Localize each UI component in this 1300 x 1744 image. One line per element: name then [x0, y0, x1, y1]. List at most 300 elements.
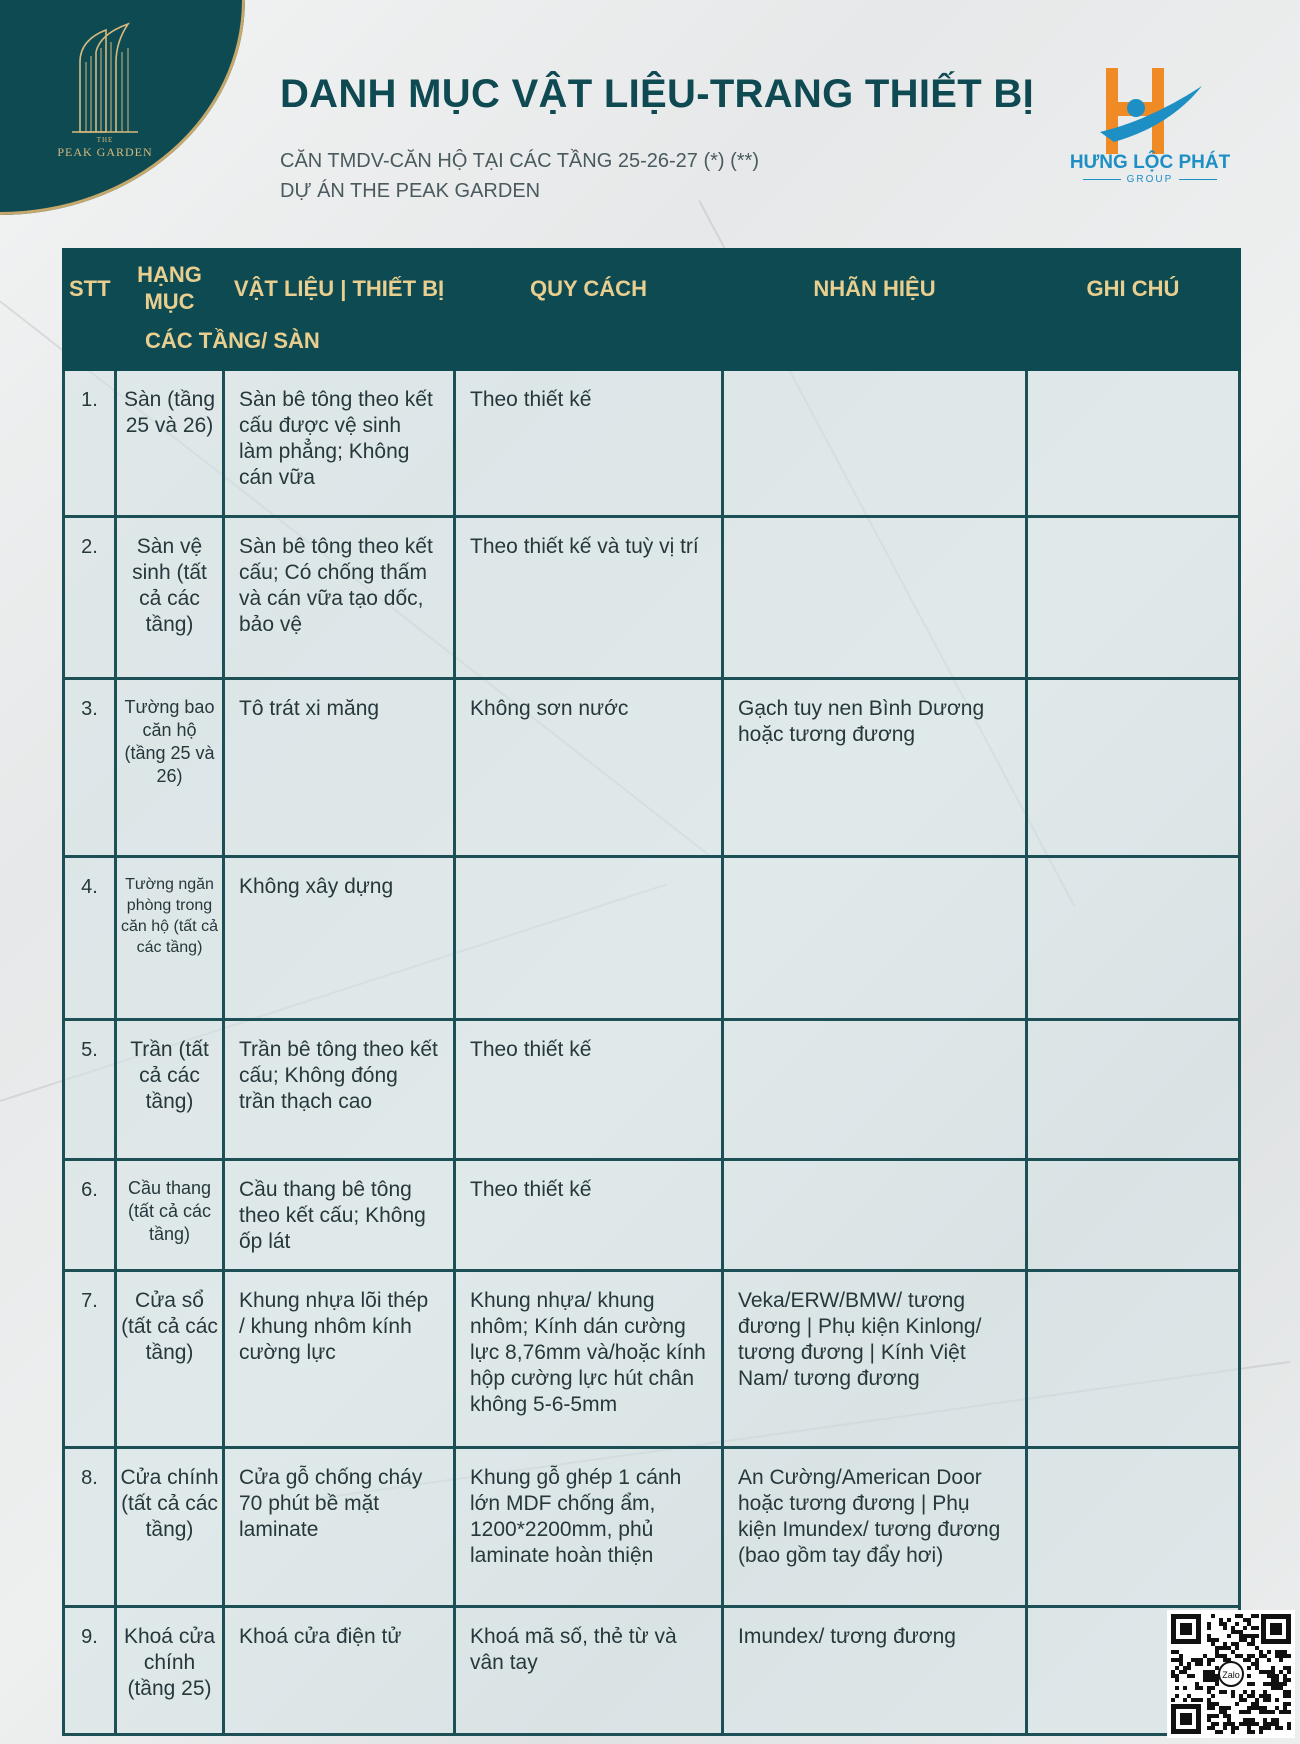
- qr-module: [1223, 1658, 1227, 1662]
- qr-module: [1227, 1634, 1231, 1638]
- qr-module: [1275, 1650, 1279, 1654]
- qr-module: [1263, 1706, 1267, 1710]
- qr-module: [1175, 1686, 1179, 1690]
- table-row: [64, 1448, 1240, 1607]
- qr-module: [1223, 1690, 1227, 1694]
- qr-module: [1283, 1654, 1287, 1658]
- cell-spec: Theo thiết kế: [455, 1020, 723, 1160]
- qr-module: [1263, 1722, 1267, 1726]
- qr-module: [1259, 1650, 1263, 1654]
- qr-module: [1207, 1726, 1211, 1730]
- qr-module: [1255, 1662, 1259, 1666]
- qr-module: [1223, 1726, 1227, 1730]
- qr-module: [1195, 1686, 1199, 1690]
- qr-module: [1267, 1682, 1271, 1686]
- cell-category: Sàn (tầng 25 và 26): [116, 370, 224, 517]
- qr-module: [1275, 1706, 1279, 1710]
- qr-module: [1211, 1658, 1215, 1662]
- cell-spec: Không sơn nước: [455, 679, 723, 857]
- qr-module: [1223, 1626, 1227, 1630]
- qr-module: [1279, 1650, 1283, 1654]
- qr-module: [1171, 1670, 1175, 1674]
- table-header-row: [64, 250, 1240, 327]
- cell-category: Khoá cửa chính (tầng 25): [116, 1607, 224, 1735]
- cell-brand: [723, 857, 1027, 1020]
- qr-module: [1231, 1626, 1235, 1630]
- cell-material: Khoá cửa điện tử: [224, 1607, 455, 1735]
- qr-module: [1231, 1630, 1235, 1634]
- qr-module: [1271, 1682, 1275, 1686]
- qr-module: [1183, 1686, 1187, 1690]
- qr-module: [1235, 1630, 1239, 1634]
- cell-spec: Theo thiết kế: [455, 370, 723, 517]
- cell-stt: 4.: [64, 857, 116, 1020]
- qr-module: [1191, 1658, 1195, 1662]
- qr-module: [1263, 1710, 1267, 1714]
- qr-module: [1223, 1722, 1227, 1726]
- cell-material: Cầu thang bê tông theo kết cấu; Không ốp lát: [224, 1160, 455, 1271]
- cell-spec: Khoá mã số, thẻ từ và vân tay: [455, 1607, 723, 1735]
- qr-module: [1243, 1618, 1247, 1622]
- qr-module: [1259, 1694, 1263, 1698]
- table-row: [64, 1271, 1240, 1448]
- qr-module: [1211, 1674, 1215, 1678]
- zalo-badge-text: Zalo: [1222, 1670, 1240, 1680]
- qr-module: [1283, 1706, 1287, 1710]
- qr-module: [1287, 1670, 1291, 1674]
- qr-module: [1223, 1706, 1227, 1710]
- qr-module: [1215, 1714, 1219, 1718]
- qr-module: [1227, 1718, 1231, 1722]
- qr-module: [1243, 1690, 1247, 1694]
- qr-module: [1247, 1718, 1251, 1722]
- cell-stt: 8.: [64, 1448, 116, 1607]
- qr-module: [1263, 1718, 1267, 1722]
- cell-stt: 2.: [64, 517, 116, 679]
- table-row: [64, 1020, 1240, 1160]
- qr-module: [1243, 1718, 1247, 1722]
- qr-module: [1175, 1658, 1179, 1662]
- qr-module: [1243, 1634, 1247, 1638]
- logo-name-text: PEAK GARDEN: [57, 145, 153, 159]
- qr-module: [1251, 1662, 1255, 1666]
- qr-module: [1251, 1718, 1255, 1722]
- qr-module: [1267, 1710, 1271, 1714]
- qr-module: [1231, 1722, 1235, 1726]
- cell-note: [1027, 857, 1240, 1020]
- cell-note: [1027, 1160, 1240, 1271]
- cell-note: [1027, 679, 1240, 857]
- qr-module: [1215, 1666, 1219, 1670]
- qr-module: [1207, 1622, 1211, 1626]
- qr-module: [1251, 1694, 1255, 1698]
- qr-module: [1287, 1690, 1291, 1694]
- cell-category: Sàn vệ sinh (tất cả các tầng): [116, 517, 224, 679]
- qr-module: [1247, 1694, 1251, 1698]
- qr-module: [1255, 1646, 1259, 1650]
- cell-stt: 6.: [64, 1160, 116, 1271]
- cell-category: Cửa sổ (tất cả các tầng): [116, 1271, 224, 1448]
- qr-module: [1223, 1646, 1227, 1650]
- qr-module: [1187, 1674, 1191, 1678]
- qr-module: [1279, 1710, 1283, 1714]
- qr-module: [1207, 1714, 1211, 1718]
- qr-module: [1263, 1682, 1267, 1686]
- qr-module: [1239, 1614, 1243, 1618]
- qr-module: [1243, 1722, 1247, 1726]
- qr-module: [1279, 1686, 1283, 1690]
- qr-module: [1275, 1678, 1279, 1682]
- qr-module: [1211, 1614, 1215, 1618]
- qr-module: [1255, 1626, 1259, 1630]
- qr-module: [1247, 1666, 1251, 1670]
- qr-module: [1215, 1682, 1219, 1686]
- table-row: [64, 1160, 1240, 1271]
- qr-module: [1283, 1666, 1287, 1670]
- peak-garden-wordmark: [55, 136, 155, 160]
- qr-module: [1251, 1642, 1255, 1646]
- qr-module: [1203, 1670, 1207, 1674]
- qr-module: [1251, 1638, 1255, 1642]
- cell-stt: 5.: [64, 1020, 116, 1160]
- column-header-brand: NHÃN HIỆU: [723, 250, 1027, 327]
- qr-module: [1203, 1678, 1207, 1682]
- qr-module: [1227, 1618, 1231, 1622]
- qr-module: [1263, 1694, 1267, 1698]
- qr-module: [1179, 1658, 1183, 1662]
- peak-garden-logo-icon: [66, 22, 146, 134]
- qr-module: [1263, 1670, 1267, 1674]
- qr-module: [1267, 1670, 1271, 1674]
- qr-module: [1223, 1710, 1227, 1714]
- zalo-qr-code[interactable]: [1167, 1610, 1295, 1738]
- qr-module: [1183, 1670, 1187, 1674]
- cell-spec: [455, 857, 723, 1020]
- qr-module: [1287, 1710, 1291, 1714]
- qr-module: [1247, 1730, 1251, 1734]
- qr-module: [1275, 1722, 1279, 1726]
- qr-module: [1175, 1694, 1179, 1698]
- qr-module: [1215, 1654, 1219, 1658]
- qr-module: [1271, 1670, 1275, 1674]
- qr-module: [1259, 1670, 1263, 1674]
- qr-module: [1275, 1718, 1279, 1722]
- cell-category: Cầu thang (tất cả các tầng): [116, 1160, 224, 1271]
- qr-module: [1223, 1622, 1227, 1626]
- cell-brand: Imundex/ tương đương: [723, 1607, 1027, 1735]
- cell-material: Cửa gỗ chống cháy 70 phút bề mặt laminate: [224, 1448, 455, 1607]
- qr-module: [1243, 1698, 1247, 1702]
- cell-brand: Gạch tuy nen Bình Dương hoặc tương đương: [723, 679, 1027, 857]
- table-row: [64, 679, 1240, 857]
- qr-module: [1207, 1626, 1211, 1630]
- qr-module: [1243, 1638, 1247, 1642]
- section-row: [64, 327, 1240, 370]
- company-group: GROUP: [1068, 174, 1232, 185]
- qr-module: [1207, 1662, 1211, 1666]
- qr-module: [1287, 1694, 1291, 1698]
- qr-module: [1267, 1726, 1271, 1730]
- qr-module: [1179, 1654, 1183, 1658]
- qr-module: [1279, 1654, 1283, 1658]
- qr-module: [1211, 1702, 1215, 1706]
- qr-module: [1195, 1658, 1199, 1662]
- cell-material: Trần bê tông theo kết cấu; Không đóng trần thạch cao: [224, 1020, 455, 1160]
- company-name: HƯNG LỘC PHÁT: [1069, 152, 1231, 173]
- qr-module: [1235, 1646, 1239, 1650]
- qr-module: [1267, 1650, 1271, 1654]
- qr-module: [1215, 1730, 1219, 1734]
- column-header-note: GHI CHÚ: [1027, 250, 1240, 327]
- qr-module: [1227, 1646, 1231, 1650]
- qr-module: [1211, 1694, 1215, 1698]
- qr-module: [1271, 1666, 1275, 1670]
- qr-module: [1255, 1722, 1259, 1726]
- qr-module: [1243, 1658, 1247, 1662]
- qr-module: [1251, 1730, 1255, 1734]
- qr-module: [1255, 1614, 1259, 1618]
- qr-module: [1211, 1678, 1215, 1682]
- cell-brand: Veka/ERW/BMW/ tương đương | Phụ kiện Kinlong/ tương đương | Kính Việt Nam/ tương đương: [723, 1271, 1027, 1448]
- qr-module: [1267, 1658, 1271, 1662]
- qr-module: [1203, 1654, 1207, 1658]
- qr-module: [1259, 1654, 1263, 1658]
- qr-code-icon: [1167, 1610, 1295, 1738]
- qr-module: [1207, 1634, 1211, 1638]
- qr-module: [1207, 1674, 1211, 1678]
- qr-module: [1231, 1726, 1235, 1730]
- qr-module: [1231, 1650, 1235, 1654]
- cell-spec: Khung nhựa/ khung nhôm; Kính dán cường lực 8,76mm và/hoặc kính hộp cường lực hút chân không 5-6-5mm: [455, 1271, 723, 1448]
- cell-brand: [723, 1160, 1027, 1271]
- qr-module: [1275, 1698, 1279, 1702]
- cell-material: Sàn bê tông theo kết cấu; Có chống thấm và cán vữa tạo dốc, bảo vệ: [224, 517, 455, 679]
- cell-category: Cửa chính (tất cả các tầng): [116, 1448, 224, 1607]
- qr-module: [1219, 1730, 1223, 1734]
- qr-module: [1271, 1722, 1275, 1726]
- qr-module: [1171, 1674, 1175, 1678]
- qr-module: [1247, 1642, 1251, 1646]
- qr-module: [1283, 1650, 1287, 1654]
- qr-module: [1271, 1710, 1275, 1714]
- qr-module: [1231, 1690, 1235, 1694]
- section-label: CÁC TẦNG/ SÀN: [64, 327, 1240, 370]
- qr-module: [1211, 1670, 1215, 1674]
- hung-loc-phat-logo-icon: [1090, 62, 1210, 160]
- qr-module: [1219, 1646, 1223, 1650]
- qr-module: [1247, 1726, 1251, 1730]
- qr-module: [1207, 1702, 1211, 1706]
- qr-module: [1283, 1710, 1287, 1714]
- qr-module: [1243, 1626, 1247, 1630]
- qr-module: [1279, 1726, 1283, 1730]
- qr-module: [1263, 1690, 1267, 1694]
- qr-module: [1283, 1690, 1287, 1694]
- qr-module: [1259, 1726, 1263, 1730]
- qr-module: [1183, 1666, 1187, 1670]
- qr-module: [1239, 1634, 1243, 1638]
- qr-module: [1179, 1670, 1183, 1674]
- qr-module: [1255, 1706, 1259, 1710]
- qr-module: [1207, 1698, 1211, 1702]
- qr-module: [1235, 1614, 1239, 1618]
- qr-module: [1171, 1650, 1175, 1654]
- qr-module: [1247, 1618, 1251, 1622]
- cell-note: [1027, 517, 1240, 679]
- qr-module: [1227, 1706, 1231, 1710]
- qr-module: [1215, 1678, 1219, 1682]
- cell-note: [1027, 1448, 1240, 1607]
- qr-module: [1203, 1674, 1207, 1678]
- cell-brand: [723, 370, 1027, 517]
- qr-module: [1215, 1646, 1219, 1650]
- qr-module: [1195, 1662, 1199, 1666]
- qr-module: [1287, 1666, 1291, 1670]
- cell-spec: Theo thiết kế và tuỳ vị trí: [455, 517, 723, 679]
- qr-module: [1187, 1694, 1191, 1698]
- qr-module: [1171, 1698, 1175, 1702]
- cell-material: Không xây dựng: [224, 857, 455, 1020]
- cell-brand: [723, 517, 1027, 679]
- qr-module: [1211, 1638, 1215, 1642]
- qr-module: [1215, 1638, 1219, 1642]
- qr-module: [1235, 1702, 1239, 1706]
- qr-module: [1267, 1694, 1271, 1698]
- qr-module: [1263, 1726, 1267, 1730]
- cell-stt: 1.: [64, 370, 116, 517]
- qr-module: [1287, 1702, 1291, 1706]
- cell-material: Tô trát xi măng: [224, 679, 455, 857]
- table-row: [64, 857, 1240, 1020]
- qr-module: [1187, 1662, 1191, 1666]
- qr-module: [1271, 1686, 1275, 1690]
- qr-module: [1275, 1654, 1279, 1658]
- column-header-category: HẠNG MỤC: [116, 250, 224, 327]
- qr-module: [1211, 1726, 1215, 1730]
- qr-module: [1199, 1662, 1203, 1666]
- qr-module: [1251, 1722, 1255, 1726]
- qr-module: [1247, 1658, 1251, 1662]
- cell-note: [1027, 370, 1240, 517]
- qr-module: [1227, 1722, 1231, 1726]
- qr-module: [1195, 1698, 1199, 1702]
- qr-module: [1223, 1642, 1227, 1646]
- qr-module: [1255, 1634, 1259, 1638]
- qr-module: [1191, 1698, 1195, 1702]
- qr-module: [1223, 1654, 1227, 1658]
- qr-module: [1235, 1622, 1239, 1626]
- qr-module: [1251, 1690, 1255, 1694]
- table-row: [64, 517, 1240, 679]
- qr-module: [1271, 1678, 1275, 1682]
- qr-module: [1219, 1654, 1223, 1658]
- qr-module: [1219, 1622, 1223, 1626]
- cell-stt: 3.: [64, 679, 116, 857]
- qr-module: [1235, 1726, 1239, 1730]
- cell-category: Tường ngăn phòng trong căn hộ (tất cả các tầng): [116, 857, 224, 1020]
- cell-stt: 9.: [64, 1607, 116, 1735]
- qr-module: [1275, 1674, 1279, 1678]
- table-row: [64, 1607, 1240, 1735]
- qr-module: [1247, 1654, 1251, 1658]
- qr-module: [1239, 1710, 1243, 1714]
- qr-module: [1219, 1706, 1223, 1710]
- qr-module: [1251, 1682, 1255, 1686]
- qr-module: [1271, 1674, 1275, 1678]
- qr-module: [1211, 1714, 1215, 1718]
- cell-note: [1027, 1020, 1240, 1160]
- cell-stt: 7.: [64, 1271, 116, 1448]
- qr-module: [1191, 1674, 1195, 1678]
- qr-module: [1219, 1618, 1223, 1622]
- qr-module: [1211, 1706, 1215, 1710]
- cell-material: Khung nhựa lõi thép / khung nhôm kính cường lực: [224, 1271, 455, 1448]
- qr-module: [1259, 1706, 1263, 1710]
- qr-module: [1179, 1662, 1183, 1666]
- qr-module: [1235, 1654, 1239, 1658]
- qr-module: [1247, 1722, 1251, 1726]
- qr-module: [1255, 1702, 1259, 1706]
- qr-module: [1207, 1670, 1211, 1674]
- qr-module: [1287, 1726, 1291, 1730]
- qr-module: [1231, 1730, 1235, 1734]
- column-header-stt: STT: [64, 250, 116, 327]
- qr-module: [1239, 1722, 1243, 1726]
- qr-module: [1267, 1674, 1271, 1678]
- qr-module: [1287, 1654, 1291, 1658]
- qr-module: [1211, 1686, 1215, 1690]
- qr-module: [1215, 1650, 1219, 1654]
- cell-material: Sàn bê tông theo kết cấu được vệ sinh làm phẳng; Không cán vữa: [224, 370, 455, 517]
- qr-module: [1175, 1678, 1179, 1682]
- qr-module: [1239, 1630, 1243, 1634]
- qr-module: [1275, 1686, 1279, 1690]
- table-row: [64, 370, 1240, 517]
- qr-module: [1199, 1698, 1203, 1702]
- qr-module: [1283, 1682, 1287, 1686]
- qr-module: [1279, 1670, 1283, 1674]
- qr-module: [1207, 1690, 1211, 1694]
- qr-module: [1267, 1722, 1271, 1726]
- qr-module: [1279, 1658, 1283, 1662]
- qr-module: [1283, 1674, 1287, 1678]
- qr-module: [1199, 1658, 1203, 1662]
- page-title: DANH MỤC VẬT LIỆU-TRANG THIẾT BỊ: [280, 72, 1034, 116]
- brand-corner: [0, 0, 245, 215]
- qr-module: [1251, 1626, 1255, 1630]
- qr-module: [1175, 1650, 1179, 1654]
- qr-module: [1183, 1698, 1187, 1702]
- qr-module: [1263, 1698, 1267, 1702]
- cell-brand: An Cường/American Door hoặc tương đương | Phụ kiện Imundex/ tương đương (bao gồm tay đẩy hơi): [723, 1448, 1027, 1607]
- qr-module: [1207, 1638, 1211, 1642]
- qr-module: [1211, 1642, 1215, 1646]
- page-subtitle: CĂN TMDV-CĂN HỘ TẠI CÁC TẦNG 25-26-27 (*) (**): [280, 150, 759, 172]
- qr-module: [1251, 1634, 1255, 1638]
- qr-module: [1259, 1730, 1263, 1734]
- qr-module: [1287, 1722, 1291, 1726]
- cell-brand: [723, 1020, 1027, 1160]
- materials-table: [62, 248, 1241, 1736]
- qr-module: [1211, 1722, 1215, 1726]
- qr-module: [1199, 1686, 1203, 1690]
- qr-module: [1175, 1666, 1179, 1670]
- qr-module: [1247, 1674, 1251, 1678]
- qr-module: [1287, 1678, 1291, 1682]
- cell-category: Trần (tất cả các tầng): [116, 1020, 224, 1160]
- qr-module: [1219, 1690, 1223, 1694]
- qr-module: [1251, 1706, 1255, 1710]
